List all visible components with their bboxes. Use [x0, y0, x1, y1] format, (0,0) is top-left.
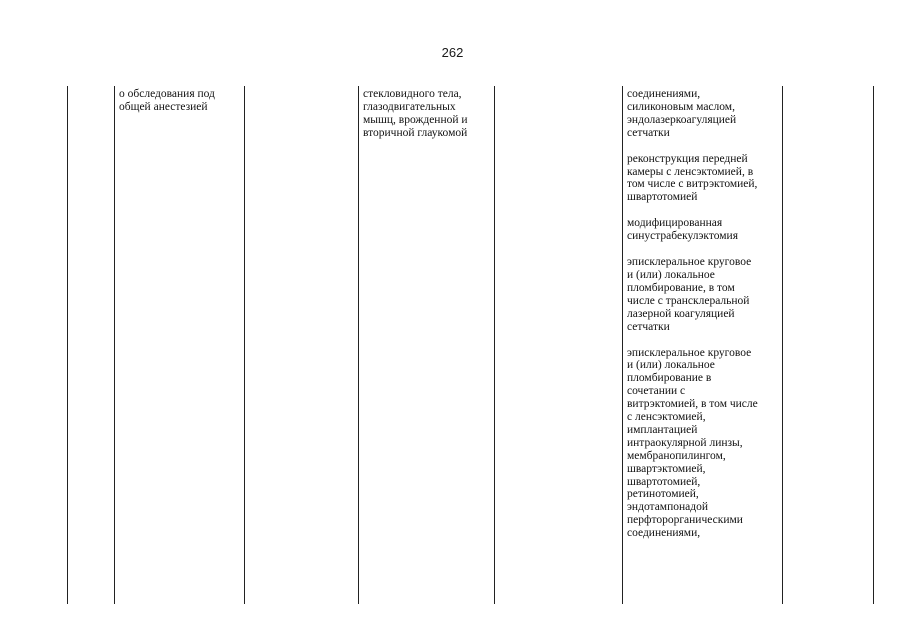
- cell-line: соединениями,: [627, 88, 701, 100]
- treatment-paragraph: [627, 153, 779, 205]
- table-border-left: [67, 86, 68, 604]
- cell-line: эписклеральное круговое: [627, 346, 752, 359]
- cell-line: общей анестезией: [119, 100, 208, 113]
- cell-line: модифицированная: [627, 217, 723, 230]
- column-divider-6: [782, 86, 783, 604]
- cell-line: перфторорганическими: [627, 514, 743, 527]
- table-border-right: [873, 86, 874, 604]
- table-cell-diagnosis: [363, 88, 491, 140]
- cell-line: реконструкция передней: [627, 152, 748, 165]
- cell-line: эндолазеркоагуляцией: [627, 113, 737, 126]
- cell-line: имплантацией: [627, 423, 698, 436]
- cell-line: синустрабекулэктомия: [627, 230, 738, 243]
- cell-line: вторичной глаукомой: [363, 126, 468, 139]
- table-cell-patient-model: [119, 88, 244, 114]
- treatment-paragraph: [627, 347, 779, 541]
- cell-line: пломбирование, в том: [627, 281, 735, 294]
- column-divider-4: [494, 86, 495, 604]
- treatment-paragraph: [627, 256, 779, 333]
- column-divider-5: [622, 86, 623, 604]
- cell-line: стекловидного тела,: [363, 88, 462, 100]
- column-divider-2: [244, 86, 245, 604]
- cell-line: швартотомией,: [627, 475, 701, 488]
- cell-line: камеры с ленсэктомией, в: [627, 165, 754, 178]
- cell-line: эписклеральное круговое: [627, 256, 752, 269]
- cell-line: ретинотомией,: [627, 488, 699, 501]
- cell-line: сетчатки: [627, 126, 670, 139]
- cell-line: силиконовым маслом,: [627, 100, 735, 113]
- cell-line: лазерной коагуляцией: [627, 307, 735, 320]
- treatment-paragraph: [627, 88, 779, 140]
- table-cell-treatment-methods: [627, 88, 779, 540]
- cell-line: и (или) локальное: [627, 268, 715, 281]
- cell-line: эндотампонадой: [627, 501, 709, 514]
- cell-line: числе с трансклеральной: [627, 294, 750, 307]
- cell-line: соединениями,: [627, 527, 701, 540]
- cell-line: интраокулярной линзы,: [627, 436, 743, 449]
- cell-line: швартэктомией,: [627, 462, 706, 475]
- column-divider-1: [114, 86, 115, 604]
- treatment-paragraph: [627, 217, 779, 243]
- cell-line: сочетании с: [627, 385, 686, 398]
- cell-line: и (или) локальное: [627, 359, 715, 372]
- cell-line: сетчатки: [627, 320, 670, 333]
- page-number: 262: [441, 45, 464, 60]
- cell-line: мембранопилингом,: [627, 449, 726, 462]
- cell-line: с ленсэктомией,: [627, 411, 706, 424]
- cell-line: глазодвигательных: [363, 100, 456, 113]
- cell-line: витрэктомией, в том числе: [627, 398, 758, 411]
- cell-line: пломбирование в: [627, 372, 712, 385]
- cell-line: мышц, врожденной и: [363, 113, 468, 126]
- cell-line: о обследования под: [119, 88, 215, 100]
- cell-line: швартотомией: [627, 191, 698, 204]
- cell-line: том числе с витрэктомией,: [627, 178, 758, 191]
- column-divider-3: [358, 86, 359, 604]
